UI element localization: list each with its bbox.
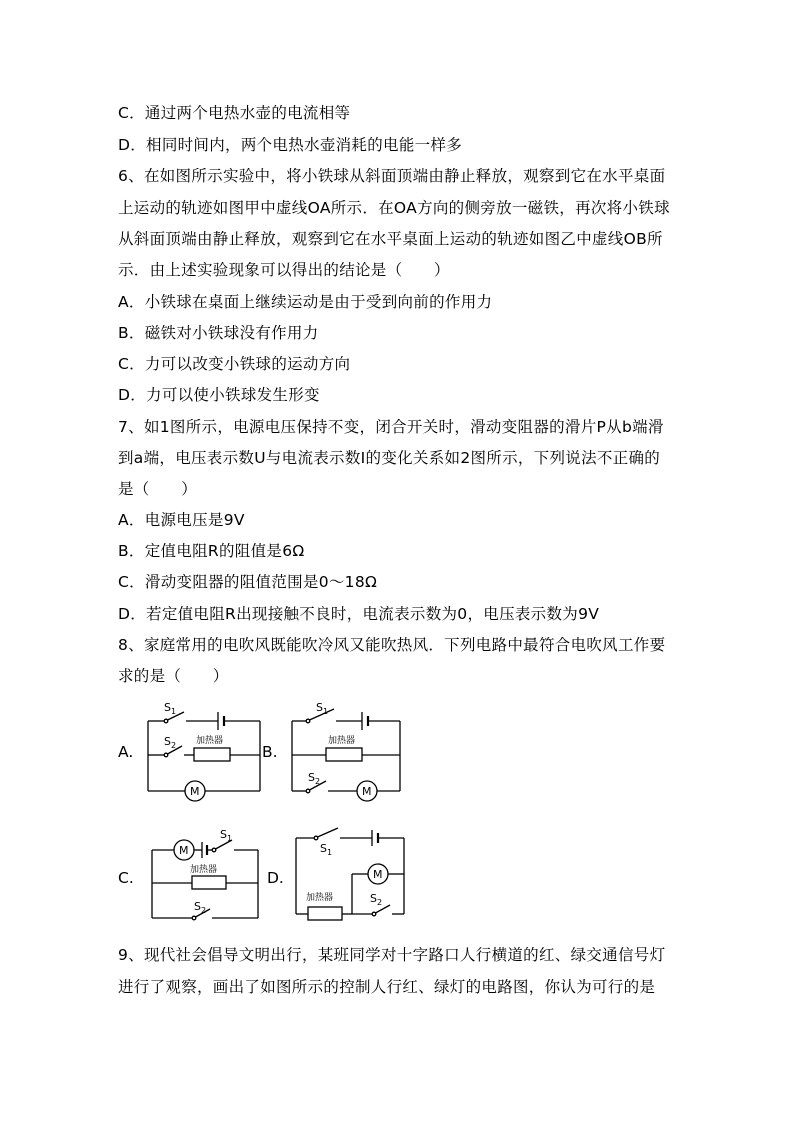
q6-option-b: B．磁铁对小铁球没有作用力 [118, 324, 319, 342]
circuit-diagram-a [140, 695, 268, 807]
q7-option-b: B．定值电阻R的阻值是6Ω [118, 542, 305, 560]
option-label-a: A. [118, 743, 134, 761]
motor-label: M [362, 785, 372, 798]
motor-label: M [190, 785, 200, 798]
q5-option-d: D．相同时间内，两个电热水壶消耗的电能一样多 [118, 136, 463, 154]
heater-label: 加热器 [306, 893, 334, 903]
option-label-c: C. [118, 869, 134, 887]
motor-label: M [373, 868, 383, 881]
switch-s1-label: $S_1$ [320, 842, 333, 857]
heater-label: 加热器 [196, 736, 224, 746]
switch-s1-label: $S_1$ [164, 701, 177, 716]
q6-stem-line-1: 6、在如图所示实验中，将小铁球从斜面顶端由静止释放，观察到它在水平桌面 [118, 167, 666, 185]
switch-s1-label: $S_1$ [220, 828, 233, 843]
q7-option-d: D．若定值电阻R出现接触不良时，电流表示数为0，电压表示数为9V [118, 605, 600, 623]
option-label-d: D. [267, 869, 284, 887]
q6-option-a: A．小铁球在桌面上继续运动是由于受到向前的作用力 [118, 293, 493, 311]
q6-option-d: D．力可以使小铁球发生形变 [118, 386, 320, 404]
q5-option-c: C．通过两个电热水壶的电流相等 [118, 104, 351, 122]
q8-stem-line-2: 求的是（ ） [118, 667, 229, 685]
heater-label: 加热器 [328, 736, 356, 746]
q8-stem-line-1: 8、家庭常用的电吹风既能吹冷风又能吹热风．下列电路中最符合电吹风工作要 [118, 636, 666, 654]
q6-stem-line-4: 示．由上述实验现象可以得出的结论是（ ） [118, 261, 450, 279]
switch-s1-label: $S_1$ [316, 701, 329, 716]
motor-label: M [179, 844, 189, 857]
q9-stem-line-2: 进行了观察，画出了如图所示的控制人行红、绿灯的电路图，你认为可行的是 [118, 978, 656, 996]
q7-stem-line-2: 到a端，电压表示数U与电流表示数I的变化关系如2图所示，下列说法不正确的 [118, 449, 661, 467]
q6-option-c: C．力可以改变小铁球的运动方向 [118, 355, 351, 373]
circuit-diagram-b [284, 695, 408, 807]
switch-s2-label: $S_2$ [308, 771, 321, 786]
switch-s2-label: $S_2$ [164, 735, 177, 750]
switch-s2-label: $S_2$ [194, 900, 207, 915]
circuit-diagram-c [144, 822, 266, 930]
q7-option-a: A．电源电压是9V [118, 511, 245, 529]
option-label-b: B. [262, 743, 278, 761]
heater-label: 加热器 [190, 865, 218, 875]
circuit-diagram-d [288, 822, 412, 930]
q6-stem-line-2: 上运动的轨迹如图甲中虚线OA所示．在OA方向的侧旁放一磁铁，再次将小铁球 [118, 199, 670, 217]
q9-stem-line-1: 9、现代社会倡导文明出行，某班同学对十字路口人行横道的红、绿交通信号灯 [118, 946, 666, 964]
q7-stem-line-3: 是（ ） [118, 480, 198, 498]
q7-stem-line-1: 7、如1图所示，电源电压保持不变，闭合开关时，滑动变阻器的滑片P从b端滑 [118, 418, 664, 436]
switch-s2-label: $S_2$ [370, 892, 383, 907]
q6-stem-line-3: 从斜面顶端由静止释放，观察到它在水平桌面上运动的轨迹如图乙中虚线OB所 [118, 230, 663, 248]
q7-option-c: C．滑动变阻器的阻值范围是0～18Ω [118, 573, 378, 591]
